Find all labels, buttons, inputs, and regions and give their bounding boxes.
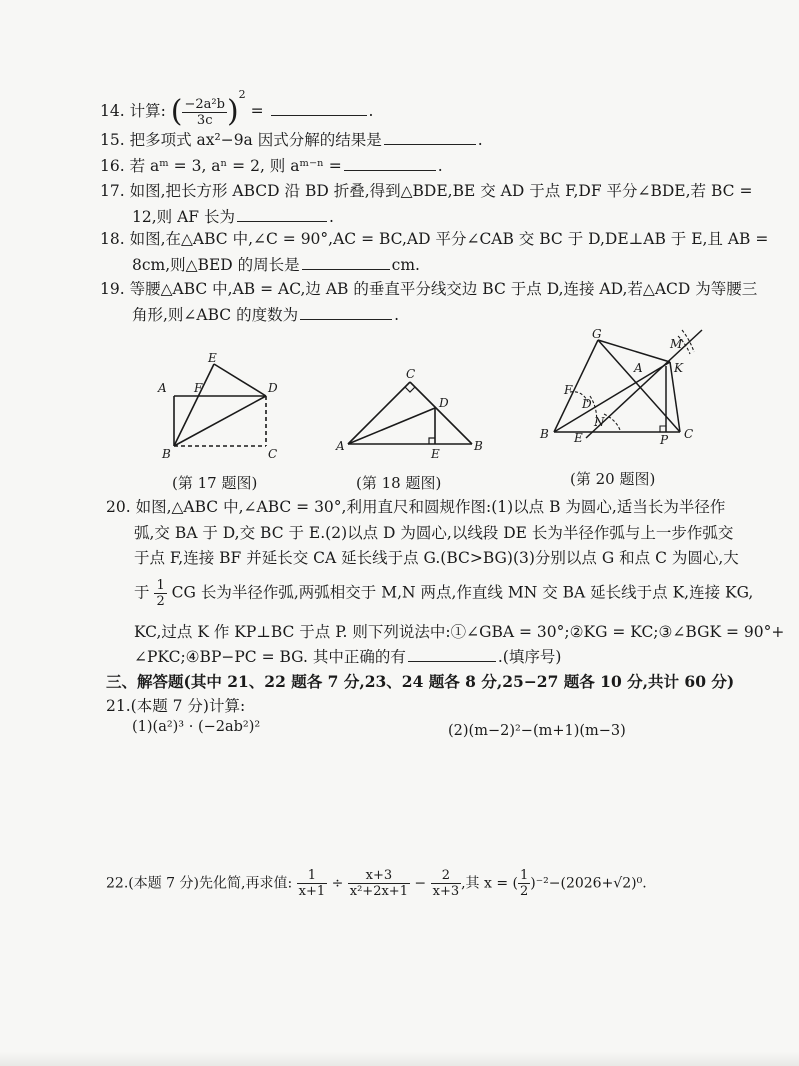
answer-blank[interactable] [344,156,436,171]
answer-blank[interactable] [237,207,327,222]
label-E: E [574,431,583,445]
figure-17 [150,348,290,466]
label-A: A [336,439,345,453]
label-A: A [634,361,643,375]
label-P: P [660,433,669,447]
figure-18 [332,364,492,464]
question-17-line2: 12,则 AF 长为 . [132,208,334,226]
question-16: 16. 若 aᵐ = 3, aⁿ = 2, 则 aᵐ⁻ⁿ = . [100,157,443,175]
q22-fraction-2: $\frac{x+3}{\text{x²+2x+1}}$ [349,868,408,899]
question-20-line6: ∠PKC;④BP−PC = BG. 其中正确的有 .(填序号) [134,648,562,666]
label-F: F [564,383,573,397]
half-fraction: $\frac{1}{2}$ [156,578,165,609]
caption-figure-20: (第 20 题图) [570,470,656,488]
label-B: B [540,427,549,441]
question-19-line1: 19. 等腰△ABC 中,AB = AC,边 AB 的垂直平分线交边 BC 于点 D,连接 AD,若△ACD 为等腰三 [100,280,758,298]
question-21-part2: (2)(m−2)²−(m+1)(m−3) [448,723,626,739]
label-C: C [268,447,278,461]
question-21-title: 21.(本题 7 分)计算: [106,697,246,715]
caption-figure-17: (第 17 题图) [172,474,258,492]
question-22: 22.(本题 7 分)先化简,再求值: $\frac{1}{x+1}$ ÷ $\frac{x+3}{\text{x²+2x+1}}$ − $\frac{2}{x+3}$ ,其 x = ( $\frac{1}{2}$ )⁻²−(2026+√2)⁰. [106,868,647,899]
question-18-line1: 18. 如图,在△ABC 中,∠C = 90°,AC = BC,AD 平分∠CAB 交 BC 于 D,DE⊥AB 于 E,且 AB = [100,230,769,248]
question-15: 15. 把多项式 ax²−9a 因式分解的结果是 . [100,131,483,149]
question-20-line1: 20. 如图,△ABC 中,∠ABC = 30°,利用直尺和圆规作图:(1)以点 B 为圆心,适当长为半径作 [106,498,726,516]
answer-blank[interactable] [271,101,367,116]
figure-20 [530,326,730,456]
answer-blank[interactable] [384,130,476,145]
question-20-line3: 于点 F,连接 BF 并延长交 CA 延长线于点 G.(BC>BG)(3)分别以点 G 和点 C 为圆心,大 [134,549,739,567]
label-E: E [208,351,217,365]
label-G: G [592,327,602,341]
question-18-line2: 8cm,则△BED 的周长是 cm. [132,256,420,274]
label-E: E [431,447,440,461]
question-19-line2: 角形,则∠ABC 的度数为 . [132,306,400,324]
question-20-line4: 于 $\frac{1}{2}$ CG 长为半径作弧,两弧相交于 M,N 两点,作直线 MN 交 BA 延长线于点 K,连接 KG, [134,578,754,609]
q22-half-fraction: $\frac{1}{2}$ [520,868,529,899]
answer-blank[interactable] [408,647,496,662]
label-C: C [684,427,694,441]
q22-fraction-3: $\frac{2}{x+3}$ [432,868,460,899]
label-N: N [594,415,605,429]
label-C: C [406,367,416,381]
label-D: D [439,396,449,410]
q14-fraction: $\frac{\text{−2a²b}}{3c}$ [184,96,225,128]
answer-blank[interactable] [300,305,392,320]
label-M: M [670,337,683,351]
question-20-line2: 弧,交 BA 于 D,交 BC 于 E.(2)以点 D 为圆心,以线段 DE 长为半径作弧与上一步作弧交 [134,524,734,542]
question-21-part1: (1)(a²)³ · (−2ab²)² [132,719,261,735]
section-3-heading: 三、解答题(其中 21、22 题各 7 分,23、24 题各 8 分,25−27 题各 10 分,共计 60 分) [106,672,735,691]
question-20-line5: KC,过点 K 作 KP⊥BC 于点 P. 则下列说法中:①∠GBA = 30°;②KG = KC;③∠BGK = 90°+ [134,623,785,641]
label-K: K [674,361,683,375]
label-D: D [582,397,592,411]
label-D: D [268,381,278,395]
q22-fraction-1: $\frac{1}{x+1}$ [298,868,326,899]
label-F: F [194,381,203,395]
question-17-line1: 17. 如图,把长方形 ABCD 沿 BD 折叠,得到△BDE,BE 交 AD 于点 F,DF 平分∠BDE,若 BC = [100,182,753,200]
label-A: A [158,381,167,395]
page-bottom-edge [0,1052,799,1066]
label-B: B [162,447,171,461]
caption-figure-18: (第 18 题图) [356,474,442,492]
answer-blank[interactable] [302,255,390,270]
question-14: 14. 计算: ( $\frac{\text{−2a²b}}{3c}$ )$^2$ = . [100,88,374,129]
label-B: B [474,439,483,453]
